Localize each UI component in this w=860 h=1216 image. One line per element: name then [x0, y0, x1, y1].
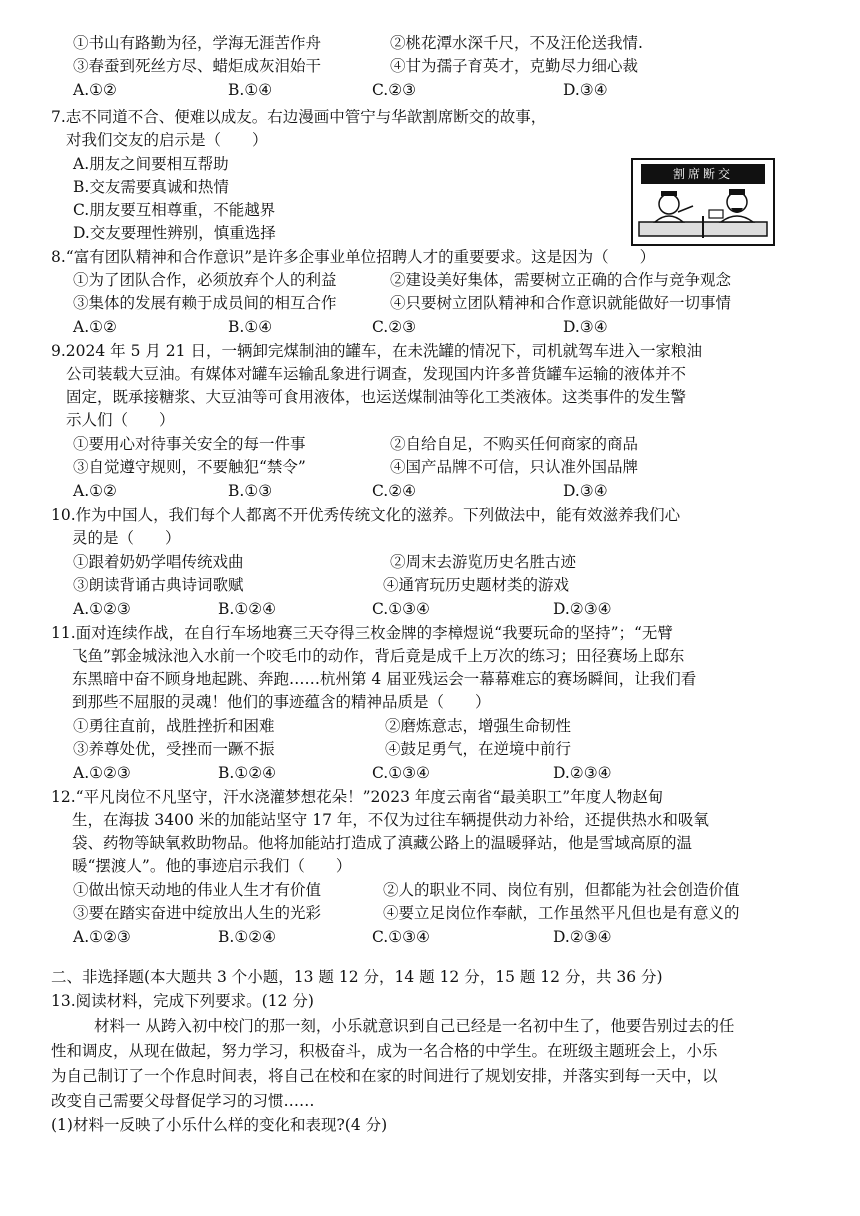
- q11-option-3: ③养尊处优，受挫而一蹶不振: [73, 740, 275, 758]
- choice-c[interactable]: C.①③④: [372, 928, 430, 946]
- q9-option-1: ①要用心对待事关安全的每一件事: [73, 435, 306, 453]
- section-2-heading: 二、非选择题(本大题共 3 个小题，13 题 12 分，14 题 12 分，15 题 12 分，共 36 分): [51, 968, 663, 986]
- q6-option-2: ②桃花潭水深千尺，不及汪伦送我情.: [390, 34, 643, 52]
- q8-option-2: ②建设美好集体，需要树立正确的合作与竞争观念: [390, 271, 732, 289]
- q7-stem-line-2: 对我们交友的启示是（ ）: [66, 131, 268, 149]
- q9-option-2: ②自给自足，不购买任何商家的商品: [390, 435, 639, 453]
- q7-choice-c[interactable]: C.朋友要互相尊重，不能越界: [73, 201, 276, 219]
- q8-option-1: ①为了团队合作，必须放弃个人的利益: [73, 271, 337, 289]
- q11-stem-line-1: 11.面对连续作战，在自行车场地赛三天夺得三枚金牌的李樟煜说“我要玩命的坚持”；“无臂: [51, 624, 673, 642]
- q12-stem-line-1: 12.“平凡岗位不凡坚守，汗水浇灌梦想花朵！”2023 年度云南省“最美职工”年度人物赵甸: [51, 788, 664, 806]
- cartoon-illustration-icon: [633, 160, 773, 244]
- q6-choices: [0, 79, 860, 102]
- choice-c[interactable]: C.①③④: [372, 764, 430, 782]
- choice-b[interactable]: B.①②④: [218, 600, 277, 618]
- choice-b[interactable]: B.①③: [228, 482, 273, 500]
- q9-stem-line-4: 示人们（ ）: [66, 411, 175, 429]
- q12-option-2: ②人的职业不同、岗位有别，但都能为社会创造价值: [383, 881, 740, 899]
- choice-d[interactable]: D.③④: [563, 81, 608, 99]
- choice-c[interactable]: C.①③④: [372, 600, 430, 618]
- choice-d[interactable]: D.③④: [563, 482, 608, 500]
- choice-d[interactable]: D.③④: [563, 318, 608, 336]
- q6-option-1: ①书山有路勤为径，学海无涯苦作舟: [73, 34, 322, 52]
- q10-option-2: ②周末去游览历史名胜古迹: [390, 553, 577, 571]
- q11-stem-line-2: 飞鱼”郭金城泳池入水前一个咬毛巾的动作，背后竟是成千上万次的练习；田径赛场上邸东: [72, 647, 685, 665]
- q13-stem: 13.阅读材料，完成下列要求。(12 分): [51, 992, 314, 1010]
- choice-a[interactable]: A.①②: [73, 81, 117, 99]
- choice-a[interactable]: A.①②: [73, 318, 117, 336]
- q11-choices: [0, 762, 860, 785]
- q9-stem-line-2: 公司装载大豆油。有媒体对罐车运输乱象进行调查，发现国内许多普货罐车运输的液体并不: [66, 365, 687, 383]
- q11-option-4: ④鼓足勇气，在逆境中前行: [385, 740, 572, 758]
- choice-b[interactable]: B.①④: [228, 81, 273, 99]
- q8-choices: [0, 316, 860, 339]
- q11-stem-line-4: 到那些不屈服的灵魂！他们的事迹蕴含的精神品质是（ ）: [72, 693, 491, 711]
- q10-stem-line-2: 灵的是（ ）: [72, 529, 181, 547]
- q12-choices: [0, 926, 860, 949]
- q10-option-4: ④通宵玩历史题材类的游戏: [383, 576, 570, 594]
- choice-d[interactable]: D.②③④: [553, 600, 612, 618]
- q9-choices: [0, 480, 860, 503]
- choice-c[interactable]: C.②③: [372, 318, 417, 336]
- q11-option-2: ②磨炼意志，增强生命韧性: [385, 717, 572, 735]
- q8-stem: 8.“富有团队精神和合作意识”是许多企事业单位招聘人才的重要要求。这是因为（ ）: [51, 248, 656, 266]
- choice-a[interactable]: A.①②③: [73, 764, 131, 782]
- q11-option-1: ①勇往直前，战胜挫折和困难: [73, 717, 275, 735]
- q12-option-3: ③要在踏实奋进中绽放出人生的光彩: [73, 904, 322, 922]
- q7-stem-line-1: 7.志不同道不合、便难以成友。右边漫画中管宁与华歆割席断交的故事，: [51, 108, 547, 126]
- q12-stem-line-2: 生，在海拔 3400 米的加能站坚守 17 年，不仅为过往车辆提供动力补给，还提供热水和吸氧: [72, 811, 709, 829]
- q9-option-3: ③自觉遵守规则，不要触犯“禁令”: [73, 458, 306, 476]
- choice-c[interactable]: C.②③: [372, 81, 417, 99]
- q12-stem-line-3: 袋、药物等缺氧救助物品。他将加能站打造成了滇藏公路上的温暖驿站，他是雪域高原的温: [72, 834, 693, 852]
- q6-option-4: ④甘为孺子育英才，克勤尽力细心裁: [390, 57, 639, 75]
- q13-material-line-2: 性和调皮，从现在做起，努力学习，积极奋斗，成为一名合格的中学生。在班级主题班会上，小乐: [51, 1042, 718, 1060]
- q13-material-line-3: 为自己制订了一个作息时间表，将自己在校和在家的时间进行了规划安排，并落实到每一天中，以: [51, 1067, 718, 1085]
- choice-a[interactable]: A.①②③: [73, 600, 131, 618]
- choice-b[interactable]: B.①④: [228, 318, 273, 336]
- q13-material-line-1: 材料一 从跨入初中校门的那一刻，小乐就意识到自己已经是一名初中生了，他要告别过去的任: [94, 1017, 735, 1035]
- q7-choice-d[interactable]: D.交友要理性辨别，慎重选择: [73, 224, 276, 242]
- q7-choice-a[interactable]: A.朋友之间要相互帮助: [73, 155, 229, 173]
- q9-stem-line-3: 固定，既承接糖浆、大豆油等可食用液体，也运送煤制油等化工类液体。这类事件的发生警: [66, 388, 687, 406]
- choice-a[interactable]: A.①②: [73, 482, 117, 500]
- q10-choices: [0, 598, 860, 621]
- q12-option-4: ④要立足岗位作奉献，工作虽然平凡但也是有意义的: [383, 904, 740, 922]
- q10-option-3: ③朗读背诵古典诗词歌赋: [73, 576, 244, 594]
- q12-stem-line-4: 暖“摆渡人”。他的事迹启示我们（ ）: [72, 857, 352, 875]
- q9-option-4: ④国产品牌不可信，只认准外国品牌: [390, 458, 639, 476]
- choice-d[interactable]: D.②③④: [553, 764, 612, 782]
- q13-material-line-4: 改变自己需要父母督促学习的习惯……: [51, 1092, 315, 1110]
- q6-option-3: ③春蚕到死丝方尽、蜡炬成灰泪始干: [73, 57, 322, 75]
- q8-option-3: ③集体的发展有赖于成员间的相互合作: [73, 294, 337, 312]
- q10-stem-line-1: 10.作为中国人，我们每个人都离不开优秀传统文化的滋养。下列做法中，能有效滋养我们心: [51, 506, 681, 524]
- cartoon-image: [631, 158, 775, 246]
- q8-option-4: ④只要树立团队精神和合作意识就能做好一切事情: [390, 294, 732, 312]
- q13-subquestion-1: (1)材料一反映了小乐什么样的变化和表现?(4 分): [51, 1116, 388, 1134]
- q7-choice-b[interactable]: B.交友需要真诚和热情: [73, 178, 229, 196]
- q12-option-1: ①做出惊天动地的伟业人生才有价值: [73, 881, 322, 899]
- q10-option-1: ①跟着奶奶学唱传统戏曲: [73, 553, 244, 571]
- choice-c[interactable]: C.②④: [372, 482, 417, 500]
- q9-stem-line-1: 9.2024 年 5 月 21 日，一辆卸完煤制油的罐车，在未洗罐的情况下，司机就驾车进入一家粮油: [51, 342, 702, 360]
- choice-b[interactable]: B.①②④: [218, 928, 277, 946]
- choice-d[interactable]: D.②③④: [553, 928, 612, 946]
- choice-b[interactable]: B.①②④: [218, 764, 277, 782]
- cartoon-title: 割席断交: [641, 164, 765, 184]
- q11-stem-line-3: 东黑暗中奋不顾身地起跳、奔跑……杭州第 4 届亚残运会一幕幕难忘的赛场瞬间，让我们看: [72, 670, 697, 688]
- choice-a[interactable]: A.①②③: [73, 928, 131, 946]
